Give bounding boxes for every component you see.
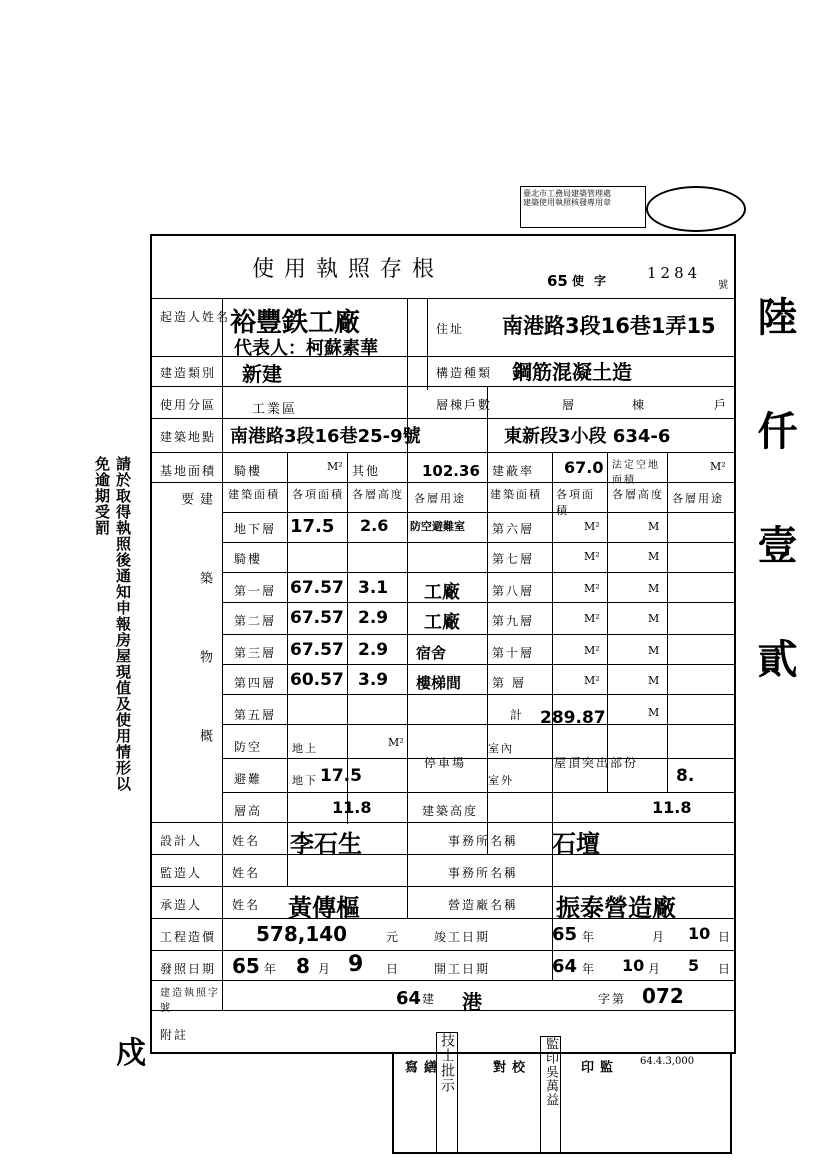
f3-height: 2.9 (358, 640, 389, 660)
unit-m2-r3: M² (584, 582, 600, 595)
round-seal (646, 186, 746, 232)
unit-month-i: 月 (318, 962, 333, 976)
label-building-height: 建築高度 (422, 804, 479, 818)
unit-year-i: 年 (264, 962, 279, 976)
unit-m-r5: M (648, 644, 660, 657)
unit-m-r1: M (648, 520, 660, 533)
label-supervisor: 監造人 (160, 866, 203, 880)
unit-ceng: 層 (562, 398, 577, 412)
unit-m2: M² (327, 460, 343, 473)
label-ground: 地上 (292, 742, 318, 755)
contractor-name: 黃傳樞 (288, 894, 360, 922)
official-stamp: 臺北市工務局建築管理處 建築使用執照核發專用章 (520, 186, 646, 228)
label-parking: 停車場 (424, 756, 467, 770)
designer-office: 石壇 (552, 830, 600, 858)
issue-day: 9 (348, 952, 364, 977)
label-evacuation: 避難 (234, 772, 263, 786)
label-issue-date: 發照日期 (160, 962, 217, 976)
label-f2: 第二層 (234, 614, 277, 628)
label-fn: 第 層 (492, 676, 526, 690)
side-note: 請於取得執照後通知申報房屋現值及使用情形以免逾期受罰 (93, 456, 132, 792)
sig-label-1: 繕寫 (402, 1060, 436, 1113)
f4-use: 樓梯間 (416, 674, 462, 692)
unit-day-s: 日 (718, 962, 733, 976)
start-month: 10 (622, 956, 645, 975)
basement-height: 2.6 (360, 516, 389, 535)
label-remarks: 附註 (160, 1028, 189, 1042)
label-structure-type: 構造種類 (436, 366, 493, 380)
label-f7: 第七層 (492, 552, 535, 566)
f2-area: 67.57 (290, 608, 344, 628)
unit-yuan: 元 (386, 930, 401, 944)
building-type: 新建 (242, 362, 282, 386)
label-f1: 第一層 (234, 584, 277, 598)
unit-dong: 棟 (632, 398, 647, 412)
story-height: 11.8 (332, 798, 372, 817)
unit-day-i: 日 (386, 962, 401, 976)
label-office-1: 事務所名稱 (448, 834, 519, 848)
contractor-firm: 振泰營造廠 (556, 894, 676, 922)
unit-m-r6: M (648, 674, 660, 687)
label-story-height: 層高 (234, 804, 263, 818)
f4-area: 60.57 (290, 670, 344, 690)
label-open-space: 法定空地面積 (612, 460, 660, 486)
unit-m-r4: M (648, 612, 660, 625)
designer-name: 李石生 (290, 830, 362, 858)
structure-type: 鋼筋混凝土造 (512, 360, 632, 384)
f4-height: 3.9 (358, 670, 389, 690)
builder-name: 裕豐鉄工廠 (230, 308, 361, 338)
permit-year: 64 (396, 988, 422, 1009)
label-cost: 工程造價 (160, 930, 217, 944)
label-permit-no: 建造執照字號 (160, 988, 220, 1014)
unit-zao: 建 (422, 992, 437, 1006)
col-floor-height: 各層高度 (352, 488, 404, 501)
permit-char: 港 (462, 990, 482, 1014)
start-year: 64 (552, 956, 578, 977)
label-underground: 地下 (292, 774, 318, 787)
issue-year: 65 (232, 954, 260, 978)
print-info: 64.4.3,000 (640, 1056, 695, 1067)
unit-year-c: 年 (582, 930, 597, 944)
serial-suffix: 號 (718, 280, 728, 291)
unit-m2-r5: M² (584, 644, 600, 657)
location-lot: 東新段3小段 634-6 (504, 426, 671, 447)
unit-zi: 字第 (598, 992, 627, 1006)
stamp-technician: 技士批示 (436, 1032, 458, 1154)
unit-year-s: 年 (582, 962, 597, 976)
label-f6: 第六層 (492, 522, 535, 536)
col-each-area: 各項面積 (292, 488, 344, 501)
label-address: 住址 (436, 322, 465, 336)
roof-height: 8. (676, 766, 695, 786)
label-total: 計 (510, 708, 525, 722)
unit-m2-r6: M² (584, 674, 600, 687)
representative: 代表人：柯蘇素華 (234, 338, 378, 359)
label-indoor: 室內 (488, 742, 514, 755)
label-arcade: 騎樓 (234, 464, 263, 478)
address: 南港路3段16巷1弄15 (502, 314, 716, 338)
f2-height: 2.9 (358, 608, 389, 628)
unit-m-r7: M (648, 706, 660, 719)
f1-height: 3.1 (358, 578, 389, 598)
unit-day-c: 日 (718, 930, 733, 944)
unit-m2-r4: M² (584, 612, 600, 625)
underground-area: 17.5 (320, 766, 362, 786)
permit-form (150, 234, 736, 1054)
label-firm: 營造廠名稱 (448, 898, 519, 912)
label-coverage: 建蔽率 (492, 464, 535, 478)
unit-m2-r2: M² (584, 550, 600, 563)
location: 南港路3段16巷25-9號 (230, 426, 421, 447)
label-outdoor: 室外 (488, 774, 514, 787)
serial-char-b: 字 (594, 274, 607, 288)
f2-use: 工廠 (424, 612, 460, 633)
col-building-area-2: 建築面積 (490, 488, 542, 501)
label-f9: 第九層 (492, 614, 535, 628)
issue-month: 8 (296, 954, 310, 978)
label-location: 建築地點 (160, 430, 217, 444)
unit-m2-open: M² (710, 460, 726, 473)
label-site-area: 基地面積 (160, 464, 217, 478)
label-floors-households: 層棟戶數 (436, 398, 493, 412)
label-other: 其他 (352, 464, 381, 478)
coverage: 67.0 (564, 458, 604, 477)
start-day: 5 (688, 956, 700, 975)
label-completion: 竣工日期 (434, 930, 491, 944)
sig-label-3: 校對 (490, 1060, 524, 1113)
label-office-2: 事務所名稱 (448, 866, 519, 880)
col-floor-use: 各層用途 (414, 492, 466, 505)
other-area: 102.36 (422, 462, 480, 480)
use-zone: 工業區 (252, 402, 298, 417)
unit-m-r3: M (648, 582, 660, 595)
basement-area: 17.5 (290, 516, 335, 537)
basement-use: 防空避難室 (410, 520, 465, 533)
label-contractor: 承造人 (160, 898, 203, 912)
unit-month-c: 月 (652, 930, 667, 944)
unit-m2-r1: M² (584, 520, 600, 533)
label-use-zone: 使用分區 (160, 398, 217, 412)
f1-area: 67.57 (290, 578, 344, 598)
f3-area: 67.57 (290, 640, 344, 660)
total-area: 289.87 (540, 708, 606, 728)
label-building-type: 建造類別 (160, 366, 217, 380)
margin-char: 戍 (116, 1036, 146, 1071)
serial-prefix: 65 (547, 272, 568, 290)
right-margin-text: 陸 仟 壹 貳 (751, 296, 798, 708)
label-f4: 第四層 (234, 676, 277, 690)
label-building-items-vertical: 建築物概要 (178, 492, 212, 808)
label-roof: 屋頂突出部份 (554, 756, 639, 770)
label-f8: 第八層 (492, 584, 535, 598)
col-each-area-2: 各項面積 (556, 488, 595, 517)
label-designer: 設計人 (160, 834, 203, 848)
unit-month-s: 月 (648, 962, 663, 976)
label-name-2: 姓名 (232, 866, 261, 880)
form-title: 使用執照存根 (252, 257, 445, 282)
f1-use: 工廠 (424, 582, 460, 603)
permit-number: 072 (642, 984, 684, 1008)
f3-use: 宿舍 (416, 644, 447, 662)
label-f5: 第五層 (234, 708, 277, 722)
unit-m2-ground: M² (388, 736, 404, 749)
label-f3: 第三層 (234, 646, 277, 660)
label-arcade-row: 騎樓 (234, 552, 263, 566)
col-floor-use-2: 各層用途 (672, 492, 724, 505)
col-building-area: 建築面積 (228, 488, 280, 501)
label-f10: 第十層 (492, 646, 535, 660)
col-floor-height-2: 各層高度 (612, 488, 664, 501)
label-builder-name: 起造人姓名 (160, 310, 231, 324)
stamp-seal: 監印吳萬益 (540, 1036, 561, 1154)
label-name-3: 姓名 (232, 898, 261, 912)
unit-hu: 戶 (714, 398, 729, 412)
unit-m-r2: M (648, 550, 660, 563)
completion-day: 10 (688, 924, 711, 943)
label-start-date: 開工日期 (434, 962, 491, 976)
label-name-1: 姓名 (232, 834, 261, 848)
serial-number: 1284 (647, 264, 702, 282)
sig-label-4: 監印 (578, 1060, 612, 1113)
label-air-defense: 防空 (234, 740, 263, 754)
label-basement: 地下層 (234, 522, 277, 536)
building-height: 11.8 (652, 798, 692, 817)
completion-year: 65 (552, 924, 578, 945)
construction-cost: 578,140 (256, 922, 348, 946)
serial-char-a: 使 (572, 274, 585, 288)
